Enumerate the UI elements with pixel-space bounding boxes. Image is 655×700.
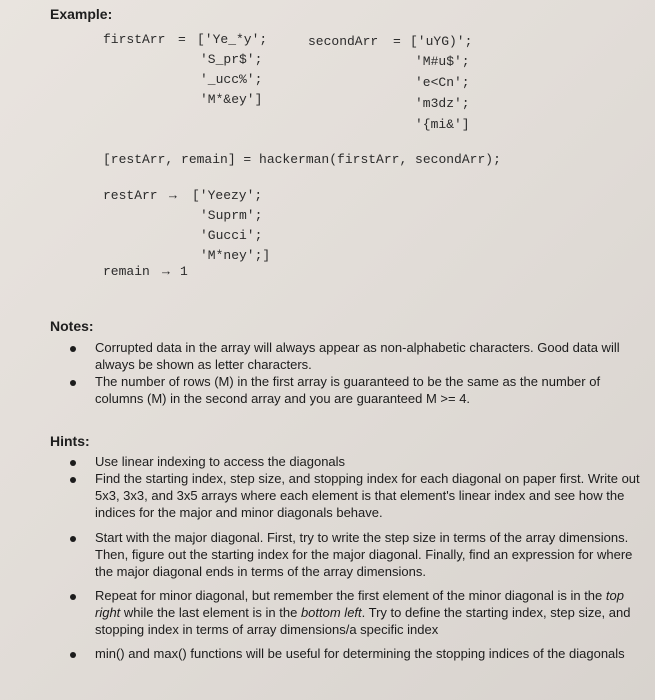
hint-item-5: min() and max() functions will be useful for determining the stopping indices of the diagonals [95, 646, 625, 661]
remain-label: remain [103, 264, 150, 279]
bullet-icon [70, 594, 76, 600]
rest-arr-line-3: 'Gucci'; [200, 228, 263, 243]
rest-arr-line-2: 'Suprm'; [200, 208, 263, 223]
second-arr-line-3: 'e<Cn'; [415, 75, 470, 90]
bullet-icon [70, 460, 76, 466]
second-arr-label: secondArr [308, 34, 379, 49]
remain-arrow-icon: → [162, 264, 170, 279]
notes-heading: Notes: [50, 318, 94, 334]
hints-heading: Hints: [50, 433, 90, 449]
rest-arr-arrow-icon: → [169, 188, 177, 203]
first-arr-line-2: 'S_pr$'; [200, 52, 263, 67]
rest-arr-label: restArr [103, 188, 158, 203]
second-arr-line-1: ['uYG)'; [410, 34, 473, 49]
bullet-icon [70, 477, 76, 483]
bullet-icon [70, 346, 76, 352]
hint-4-text-a: Repeat for minor diagonal, but remember the first element of the minor diagonal is in the [95, 588, 606, 603]
second-arr-line-5: '{mi&'] [415, 117, 470, 132]
note-item-2: The number of rows (M) in the first array is guaranteed to be the same as the number of columns (M) in the second array and you are guaranteed M >= 4. [95, 374, 601, 406]
hint-4-text-e: . Try to define the starting index, step size, and stopping index in terms of array dimensions/a specific index [95, 605, 631, 637]
example-heading: Example: [50, 6, 113, 22]
first-arr-equals: = [178, 32, 186, 47]
hint-4-emphasis-top-right: top right [95, 588, 624, 620]
hint-item-3: Start with the major diagonal. First, try to write the step size in terms of the array dimensions. Then, figure out the starting index for the major diagonal. Finally, find an expression for where the major diagonal ends in terms of the array dimensions. [95, 530, 633, 579]
bullet-icon [70, 380, 76, 386]
first-arr-line-3: '_ucc%'; [200, 72, 263, 87]
rest-arr-line-4: 'M*ney';] [200, 248, 271, 263]
hint-item-1: Use linear indexing to access the diagonals [95, 454, 346, 469]
first-arr-line-1: ['Ye_*y'; [197, 32, 268, 47]
rest-arr-line-1: ['Yeezy'; [192, 188, 263, 203]
first-arr-line-4: 'M*&ey'] [200, 92, 263, 107]
hint-4-text-c: while the last element is in the [120, 605, 301, 620]
bullet-icon [70, 652, 76, 658]
note-item-1: Corrupted data in the array will always appear as non-alphabetic characters. Good data will always be shown as letter characters. [95, 340, 620, 372]
hint-4-emphasis-bottom-left: bottom left [300, 605, 362, 620]
remain-value: 1 [180, 264, 188, 279]
bullet-icon [70, 536, 76, 542]
function-call-line: [restArr, remain] = hackerman(firstArr, secondArr); [103, 152, 501, 167]
second-arr-equals: = [393, 34, 401, 49]
second-arr-line-2: 'M#u$'; [415, 54, 470, 69]
first-arr-label: firstArr [103, 32, 166, 47]
hint-item-4 [95, 587, 640, 638]
second-arr-line-4: 'm3dz'; [415, 96, 470, 111]
hint-item-2: Find the starting index, step size, and stopping index for each diagonal on paper first. Write out 5x3, 3x3, and 3x5 arrays where each element is that element's linear index and see how the indices for the major and minor diagonals behave. [95, 471, 640, 520]
